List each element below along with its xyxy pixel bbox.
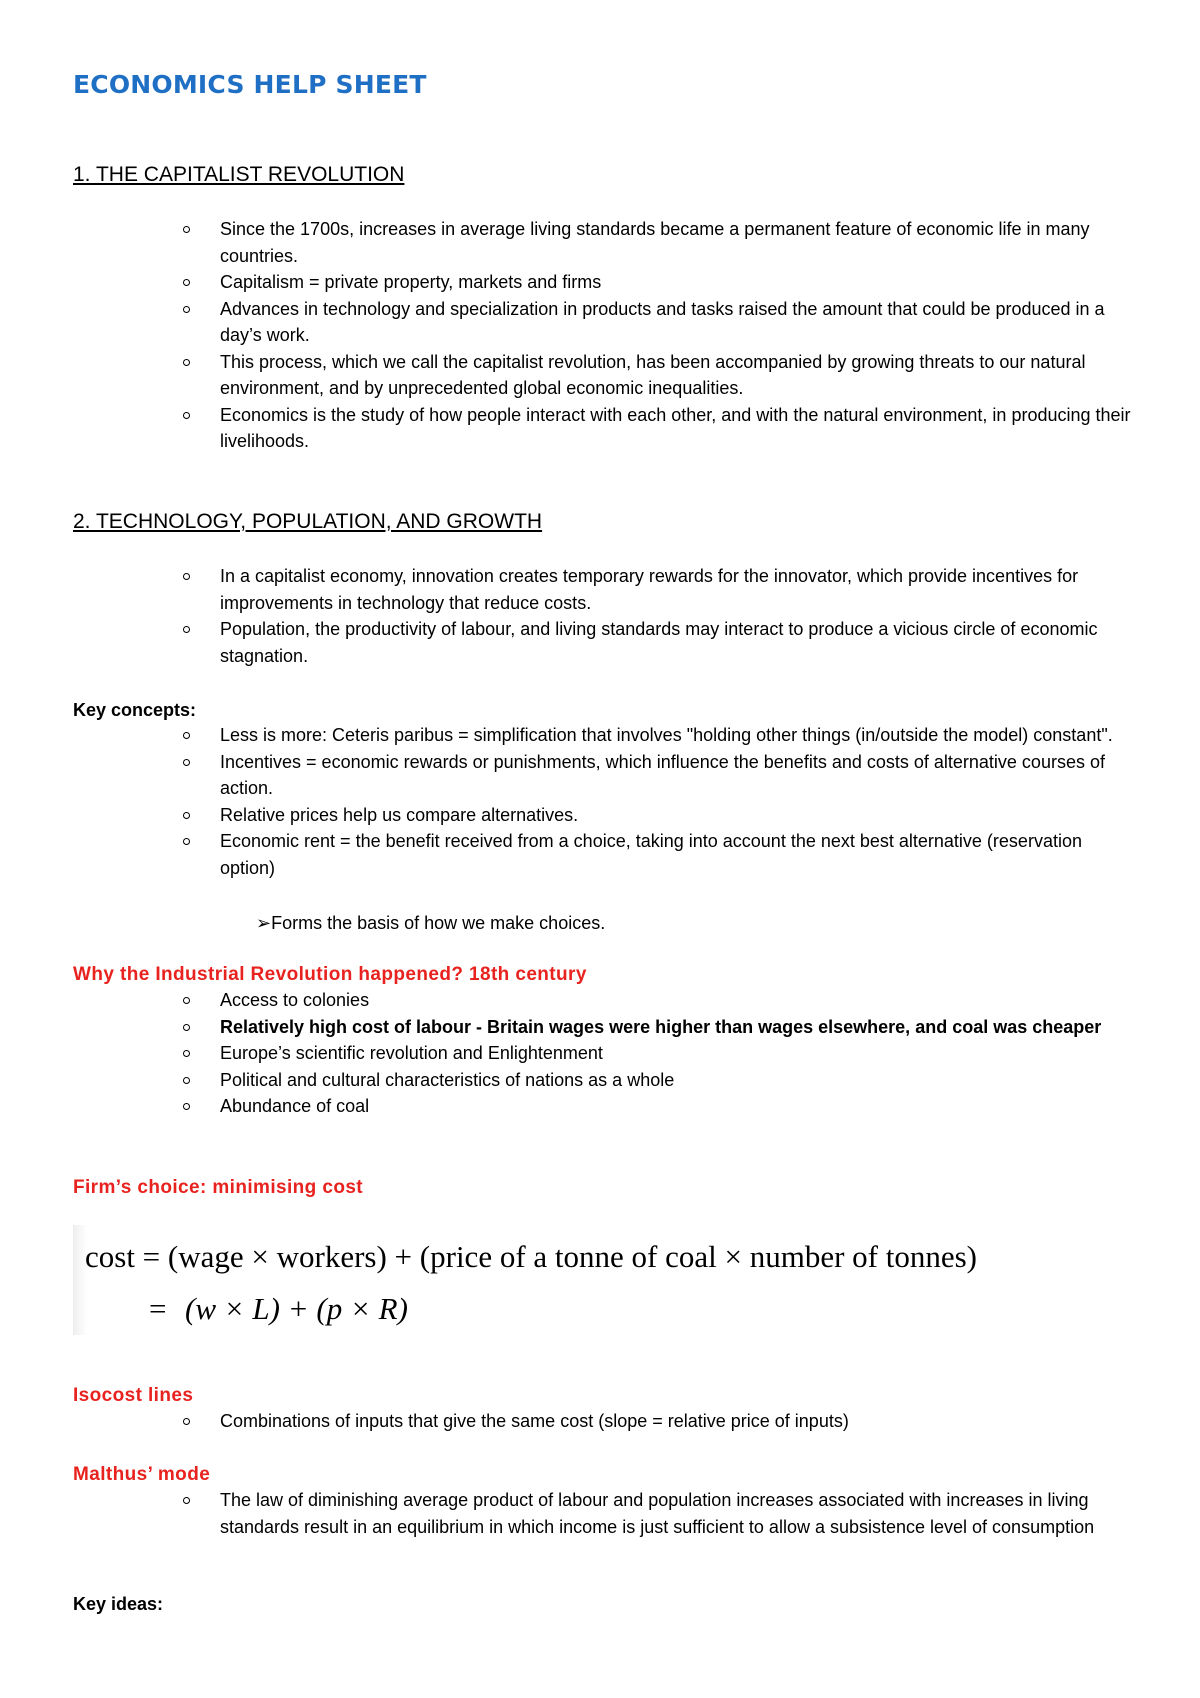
cost-formula — [73, 1225, 1113, 1335]
isocost-heading: Isocost lines — [73, 1385, 194, 1406]
list-item: Less is more: Ceteris paribus = simplification that involves "holding other things (in/outside the model) constant". — [178, 722, 1138, 749]
page-title: ECONOMICS HELP SHEET — [73, 70, 427, 99]
list-item: Capitalism = private property, markets and firms — [178, 269, 1138, 296]
list-item: In a capitalist economy, innovation creates temporary rewards for the innovator, which provide incentives for improvements in technology that reduce costs. — [178, 563, 1138, 616]
key-concepts-bullet-list — [178, 722, 1138, 881]
industrial-revolution-heading: Why the Industrial Revolution happened? 18th century — [73, 964, 587, 985]
formula-line-2: (w × L) + (p × R) — [185, 1291, 408, 1326]
formula-line-1: cost = (wage × workers) + (price of a tonne of coal × number of tonnes) — [85, 1239, 977, 1274]
list-item: Relative prices help us compare alternatives. — [178, 802, 1138, 829]
section-1-heading: 1. THE CAPITALIST REVOLUTION — [73, 163, 405, 186]
section-2-heading: 2. TECHNOLOGY, POPULATION, AND GROWTH — [73, 510, 543, 533]
section-2-bullet-list — [178, 563, 1138, 669]
firms-choice-heading: Firm’s choice: minimising cost — [73, 1177, 364, 1198]
list-item: Relatively high cost of labour - Britain wages were higher than wages elsewhere, and coal was cheaper — [178, 1014, 1138, 1041]
list-item: Political and cultural characteristics of nations as a whole — [178, 1067, 1138, 1094]
key-ideas-heading: Key ideas: — [73, 1594, 164, 1614]
malthus-heading: Malthus’ mode — [73, 1464, 211, 1485]
formula-equals-sign: = — [149, 1291, 167, 1326]
list-item: Economics is the study of how people interact with each other, and with the natural environment, in producing their livelihoods. — [178, 402, 1138, 455]
list-item: Incentives = economic rewards or punishments, which influence the benefits and costs of alternative courses of action. — [178, 749, 1138, 802]
list-item: Abundance of coal — [178, 1093, 1138, 1120]
section-1-bullet-list — [178, 216, 1138, 455]
industrial-revolution-bullet-list — [178, 987, 1138, 1120]
list-item: Europe’s scientific revolution and Enlightenment — [178, 1040, 1138, 1067]
list-item: Access to colonies — [178, 987, 1138, 1014]
isocost-bullet-list — [178, 1408, 1138, 1435]
list-item: Population, the productivity of labour, and living standards may interact to produce a vicious circle of economic stagnation. — [178, 616, 1138, 669]
sub-bullet: ➢Forms the basis of how we make choices. — [256, 913, 606, 933]
list-item: Combinations of inputs that give the same cost (slope = relative price of inputs) — [178, 1408, 1138, 1435]
malthus-bullet-list — [178, 1487, 1138, 1540]
list-item: The law of diminishing average product of labour and population increases associated with increases in living standards result in an equilibrium in which income is just sufficient to allow a subsistence level of consumption — [178, 1487, 1138, 1540]
list-item: Advances in technology and specialization in products and tasks raised the amount that could be produced in a day’s work. — [178, 296, 1138, 349]
list-item: Since the 1700s, increases in average living standards became a permanent feature of economic life in many countries. — [178, 216, 1138, 269]
list-item: This process, which we call the capitalist revolution, has been accompanied by growing threats to our natural environment, and by unprecedented global economic inequalities. — [178, 349, 1138, 402]
list-item: Economic rent = the benefit received from a choice, taking into account the next best alternative (reservation option) — [178, 828, 1138, 881]
key-concepts-heading: Key concepts: — [73, 700, 197, 720]
